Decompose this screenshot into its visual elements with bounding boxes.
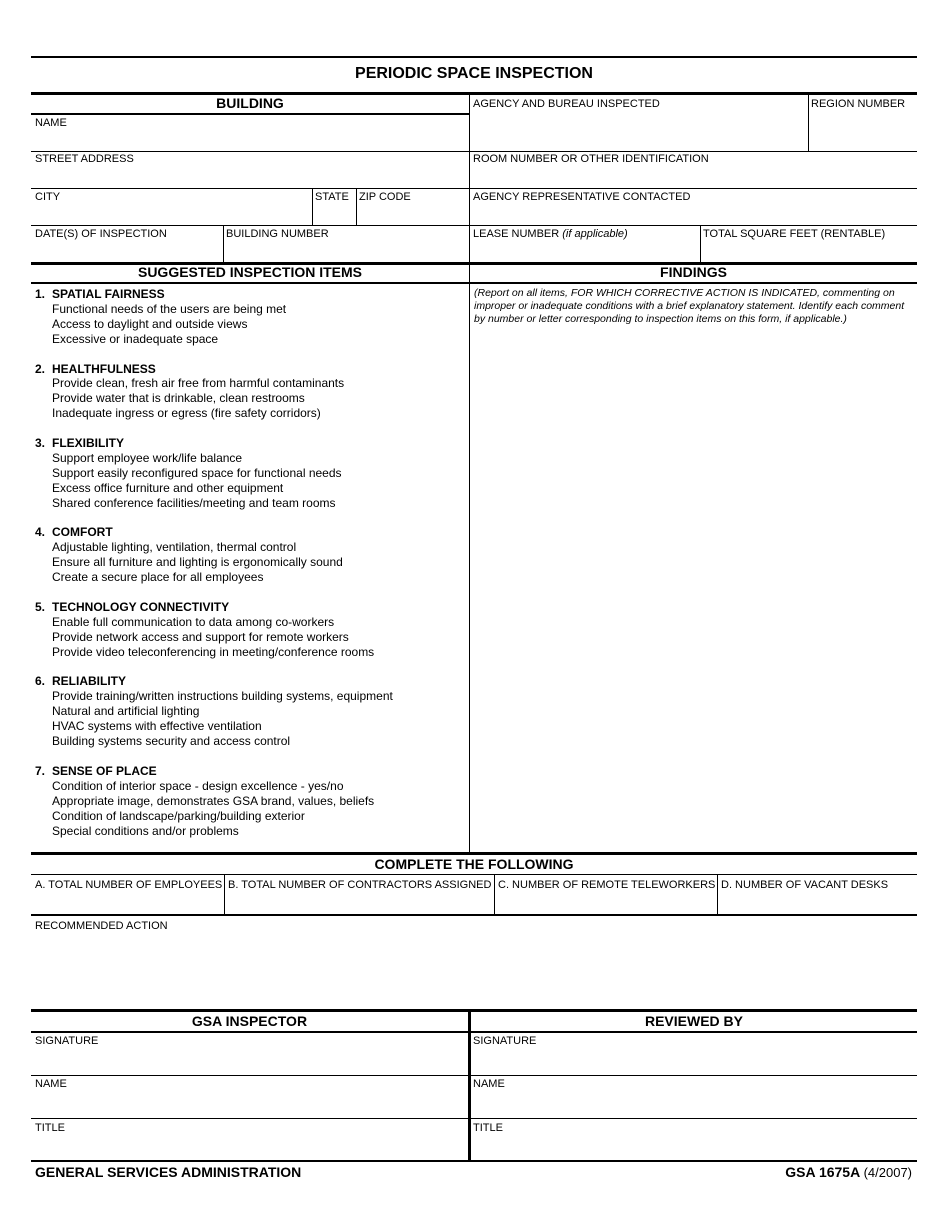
- inspection-item-line: Excess office furniture and other equipment: [52, 480, 284, 495]
- row-rule: [31, 188, 917, 189]
- gsa-inspector-header: GSA INSPECTOR: [191, 1013, 308, 1029]
- inspection-item-title: [35, 436, 465, 451]
- agency-representative-label: AGENCY REPRESENTATIVE CONTACTED: [473, 191, 691, 203]
- inspection-item: [35, 287, 465, 347]
- lease-number-field[interactable]: [470, 242, 700, 262]
- agency-bureau-label: AGENCY AND BUREAU INSPECTED: [473, 98, 660, 110]
- inspection-items-list: [35, 287, 465, 853]
- inspector-name-label: NAME: [35, 1078, 67, 1090]
- footer-form-id: [785, 1164, 912, 1180]
- inspection-item-number: 5.: [35, 599, 46, 614]
- building-header-rule: [31, 113, 469, 115]
- inspection-item-line: Natural and artificial lighting: [52, 704, 200, 719]
- inspection-item-heading: TECHNOLOGY CONNECTIVITY: [52, 599, 230, 614]
- section-header-rule: [31, 282, 917, 284]
- lease-number-label: [473, 228, 628, 241]
- building-name-label: NAME: [35, 117, 67, 129]
- inspection-item-heading: COMFORT: [52, 525, 113, 540]
- building-name-field[interactable]: [31, 131, 469, 151]
- suggested-items-header: SUGGESTED INSPECTION ITEMS: [137, 264, 363, 280]
- inspection-item: [35, 436, 465, 511]
- inspection-item-line: HVAC systems with effective ventilation: [52, 719, 262, 734]
- inspection-item-line: Ensure all furniture and lighting is ergonomically sound: [52, 555, 343, 570]
- total-square-feet-label: TOTAL SQUARE FEET (RENTABLE): [703, 228, 886, 240]
- section-rule: [31, 1009, 917, 1012]
- reviewed-by-header: REVIEWED BY: [644, 1013, 743, 1029]
- inspection-item-line: Provide water that is drinkable, clean restrooms: [52, 391, 305, 406]
- inspector-title-field[interactable]: [31, 1136, 468, 1160]
- inspection-item-title: [35, 764, 465, 779]
- inspection-item-line: Provide training/written instructions building systems, equipment: [52, 689, 393, 704]
- inspection-item: [35, 362, 465, 422]
- inspection-item-line: Support employee work/life balance: [52, 450, 243, 465]
- reviewer-name-field[interactable]: [471, 1092, 917, 1118]
- state-label: STATE: [315, 191, 349, 203]
- zip-code-label: ZIP CODE: [359, 191, 411, 203]
- section-rule: [31, 852, 917, 855]
- vacant-desks-field[interactable]: [718, 893, 917, 914]
- inspection-item-line: Adjustable lighting, ventilation, thermal control: [52, 540, 297, 555]
- reviewer-title-label: TITLE: [473, 1122, 503, 1134]
- inspection-item: [35, 525, 465, 585]
- reviewer-signature-field[interactable]: [471, 1049, 917, 1075]
- inspection-item-title: [35, 525, 465, 540]
- inspection-item-number: 3.: [35, 436, 46, 451]
- remote-teleworkers-label: C. NUMBER OF REMOTE TELEWORKERS: [498, 879, 716, 891]
- inspection-item-line: Excessive or inadequate space: [52, 331, 219, 346]
- inspection-item-line: Condition of landscape/parking/building exterior: [52, 808, 305, 823]
- vacant-desks-label: D. NUMBER OF VACANT DESKS: [721, 879, 889, 891]
- inspection-item-number: 4.: [35, 525, 46, 540]
- row-rule: [31, 1075, 917, 1076]
- city-field[interactable]: [31, 205, 312, 225]
- inspection-item-line: Provide video teleconferencing in meeting/conference rooms: [52, 644, 375, 659]
- findings-header: FINDINGS: [660, 264, 727, 280]
- complete-header: COMPLETE THE FOLLOWING: [374, 856, 574, 872]
- inspection-item-line: Access to daylight and outside views: [52, 316, 248, 331]
- building-header: BUILDING: [216, 95, 284, 111]
- street-address-field[interactable]: [31, 167, 469, 188]
- inspection-item-line: Support easily reconfigured space for functional needs: [52, 465, 342, 480]
- region-number-label: REGION NUMBER: [811, 98, 906, 110]
- agency-bureau-field[interactable]: [470, 112, 808, 151]
- zip-code-field[interactable]: [357, 205, 469, 225]
- inspector-signature-label: SIGNATURE: [35, 1035, 99, 1047]
- room-number-label: ROOM NUMBER OR OTHER IDENTIFICATION: [473, 153, 709, 165]
- building-number-field[interactable]: [224, 242, 469, 262]
- findings-instructions: (Report on all items, FOR WHICH CORRECTIVE ACTION IS INDICATED, commenting on improper or inadequate conditions with a brief explanatory statement. Identify each comment by number or letter corresponding to inspection items on this form, if applicable.): [474, 287, 905, 325]
- inspector-signature-field[interactable]: [31, 1049, 468, 1075]
- section-rule: [31, 914, 917, 916]
- inspection-item-heading: RELIABILITY: [52, 674, 126, 689]
- region-number-field[interactable]: [809, 112, 917, 151]
- findings-field[interactable]: [470, 330, 917, 851]
- inspection-item-line: Provide network access and support for remote workers: [52, 629, 349, 644]
- inspection-item-title: [35, 600, 465, 615]
- city-label: CITY: [35, 191, 61, 203]
- complete-header-rule: [31, 874, 917, 875]
- inspection-item-heading: FLEXIBILITY: [52, 436, 124, 451]
- inspection-item: [35, 764, 465, 839]
- total-employees-field[interactable]: [31, 893, 224, 914]
- inspection-item-line: Provide clean, fresh air free from harmful contaminants: [52, 376, 345, 391]
- inspection-item-line: Functional needs of the users are being met: [52, 301, 287, 316]
- form-number: GSA 1675A: [785, 1164, 860, 1180]
- form-title: PERIODIC SPACE INSPECTION: [355, 65, 593, 82]
- signature-header-rule: [31, 1031, 917, 1033]
- inspector-name-field[interactable]: [31, 1092, 468, 1118]
- row-rule: [31, 225, 917, 226]
- reviewer-name-label: NAME: [473, 1078, 505, 1090]
- row-rule: [31, 1118, 917, 1119]
- inspection-dates-field[interactable]: [31, 242, 223, 262]
- inspection-item-line: Building systems security and access control: [52, 734, 291, 749]
- footer-agency: GENERAL SERVICES ADMINISTRATION: [35, 1164, 302, 1180]
- inspection-item-heading: HEALTHFULNESS: [52, 361, 156, 376]
- row-rule: [31, 151, 917, 152]
- inspection-item-number: 2.: [35, 361, 46, 376]
- lease-number-text: LEASE NUMBER: [473, 228, 560, 240]
- inspection-item-line: Enable full communication to data among co-workers: [52, 614, 335, 629]
- recommended-action-field[interactable]: [31, 934, 917, 1006]
- total-contractors-field[interactable]: [225, 893, 494, 914]
- remote-teleworkers-field[interactable]: [495, 893, 717, 914]
- top-rule: [31, 56, 917, 58]
- bottom-rule: [31, 1160, 917, 1162]
- inspection-item-number: 7.: [35, 763, 46, 778]
- inspection-item: [35, 600, 465, 660]
- state-field[interactable]: [313, 205, 356, 225]
- inspector-title-label: TITLE: [35, 1122, 65, 1134]
- agency-representative-field[interactable]: [470, 205, 917, 225]
- inspection-item-heading: SENSE OF PLACE: [52, 763, 157, 778]
- inspection-item-line: Condition of interior space - design excellence - yes/no: [52, 778, 344, 793]
- inspection-item-line: Inadequate ingress or egress (fire safety corridors): [52, 406, 321, 421]
- inspection-item-title: [35, 674, 465, 689]
- room-number-field[interactable]: [470, 167, 917, 188]
- inspection-item-line: Special conditions and/or problems: [52, 823, 239, 838]
- reviewer-title-field[interactable]: [471, 1136, 917, 1160]
- lease-note: (if applicable): [562, 228, 628, 240]
- inspection-item-heading: SPATIAL FAIRNESS: [52, 287, 165, 301]
- total-employees-label: A. TOTAL NUMBER OF EMPLOYEES: [35, 879, 223, 891]
- inspection-item-line: Create a secure place for all employees: [52, 570, 264, 585]
- inspection-dates-label: DATE(S) OF INSPECTION: [35, 228, 167, 240]
- reviewer-signature-label: SIGNATURE: [473, 1035, 537, 1047]
- inspection-item-line: Appropriate image, demonstrates GSA brand, values, beliefs: [52, 793, 375, 808]
- inspection-item-number: 1.: [35, 287, 46, 301]
- building-number-label: BUILDING NUMBER: [226, 228, 329, 240]
- inspection-item-title: [35, 287, 465, 302]
- street-address-label: STREET ADDRESS: [35, 153, 134, 165]
- total-square-feet-field[interactable]: [701, 242, 917, 262]
- form-date: (4/2007): [863, 1165, 912, 1180]
- total-contractors-label: B. TOTAL NUMBER OF CONTRACTORS ASSIGNED: [228, 879, 492, 891]
- inspection-item: [35, 674, 465, 749]
- inspection-item-number: 6.: [35, 674, 46, 689]
- inspection-item-line: Shared conference facilities/meeting and team rooms: [52, 495, 336, 510]
- recommended-action-label: RECOMMENDED ACTION: [35, 920, 168, 932]
- inspection-item-title: [35, 362, 465, 377]
